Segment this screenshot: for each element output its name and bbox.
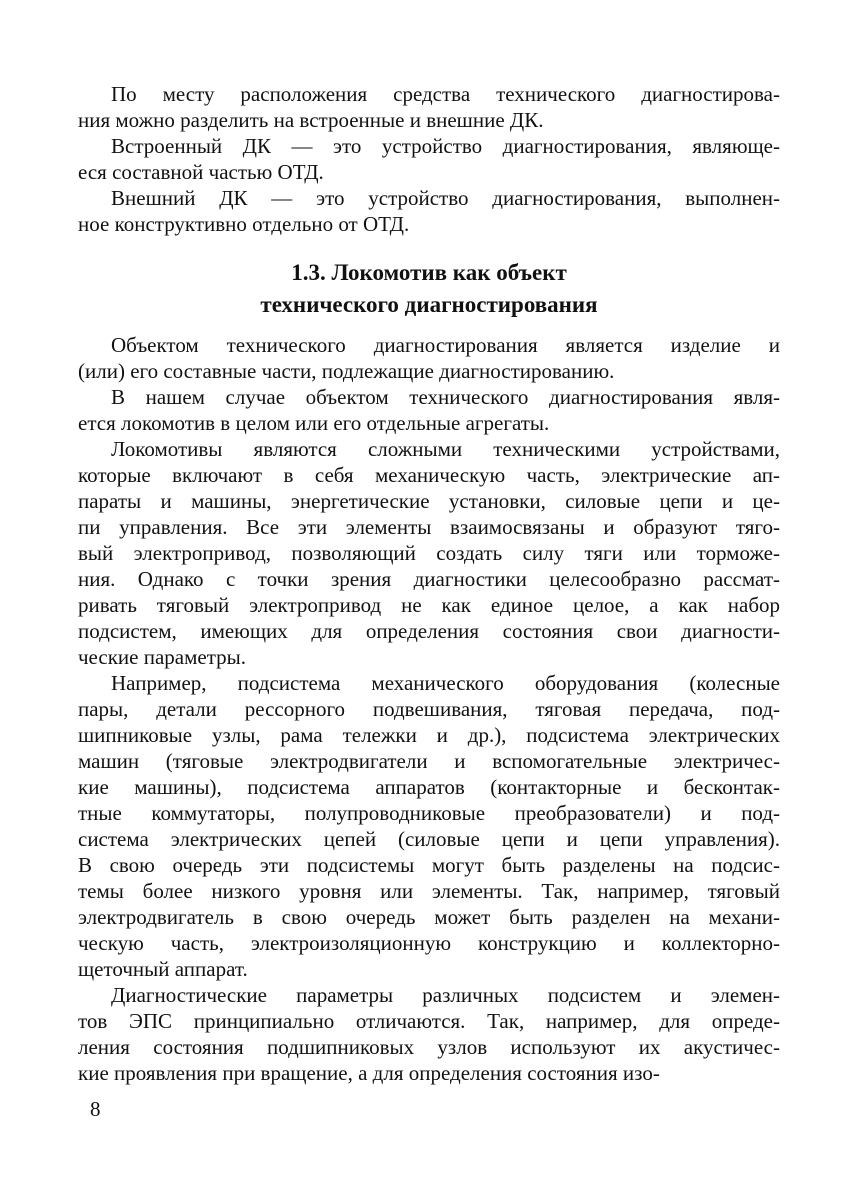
text-line: Внешний ДК — это устройство диагностирования, выполнен- <box>111 186 780 210</box>
text-line: вый электропривод, позволяющий создать силу тяги или торможе- <box>78 541 780 565</box>
paragraph <box>78 670 780 982</box>
text-line: ческую часть, электроизоляционную конструкцию и коллекторно- <box>78 931 780 955</box>
text-line: Локомотивы являются сложными техническими устройствами, <box>111 437 780 461</box>
text-line: параты и машины, энергетические установки, силовые цепи и це- <box>78 489 780 513</box>
text-line: машин (тяговые электродвигатели и вспомогательные электричес- <box>78 749 780 773</box>
text-line: По месту расположения средства технического диагностирова- <box>111 82 780 106</box>
text-line: подсистем, имеющих для определения состояния свои диагности- <box>78 619 780 643</box>
paragraph <box>78 185 780 237</box>
text-line: шипниковые узлы, рама тележки и др.), подсистема электрических <box>78 723 780 747</box>
text-line: Диагностические параметры различных подсистем и элемен- <box>111 983 780 1007</box>
text-line: (или) его составные части, подлежащие диагностированию. <box>78 359 615 383</box>
text-line: В нашем случае объектом технического диагностирования явля- <box>111 385 780 409</box>
text-line: ется локомотив в целом или его отдельные агрегаты. <box>78 411 550 435</box>
paragraph <box>78 332 780 384</box>
text-line: Встроенный ДК — это устройство диагностирования, являюще- <box>111 134 780 158</box>
text-line: которые включают в себя механическую часть, электрические ап- <box>78 463 780 487</box>
text-line: кие машины), подсистема аппаратов (контакторные и бесконтак- <box>78 775 780 799</box>
paragraph <box>78 133 780 185</box>
page-number: 8 <box>90 1097 101 1121</box>
section-heading <box>78 257 780 321</box>
text-block <box>78 81 780 1122</box>
text-line: пары, детали рессорного подвешивания, тяговая передача, под- <box>78 697 780 721</box>
text-line: В свою очередь эти подсистемы могут быть разделены на подсис- <box>78 853 780 877</box>
paragraph <box>78 436 780 670</box>
text-line: еся составной частью ОТД. <box>78 160 324 184</box>
text-line: тные коммутаторы, полупроводниковые преобразователи) и под- <box>78 801 780 825</box>
text-line: ческие параметры. <box>78 645 247 669</box>
text-line: ное конструктивно отдельно от ОТД. <box>78 212 410 236</box>
paragraph <box>78 81 780 133</box>
paragraph <box>78 384 780 436</box>
section-heading-line2: технического диагностирования <box>260 292 598 317</box>
text-line: ривать тяговый электропривод не как единое целое, а как набор <box>78 593 780 617</box>
text-line: пи управления. Все эти элементы взаимосвязаны и образуют тяго- <box>78 515 780 539</box>
section-heading-line1: 1.3. Локомотив как объект <box>291 260 567 285</box>
text-line: электродвигатель в свою очередь может быть разделен на механи- <box>78 905 780 929</box>
text-line: щеточный аппарат. <box>78 957 248 981</box>
text-line: темы более низкого уровня или элементы. Так, например, тяговый <box>78 879 780 903</box>
paragraph <box>78 982 780 1086</box>
text-line: Объектом технического диагностирования является изделие и <box>111 333 780 357</box>
text-line: кие проявления при вращение, а для определения состояния изо- <box>78 1061 660 1085</box>
text-line: Например, подсистема механического оборудования (колесные <box>111 671 780 695</box>
text-line: система электрических цепей (силовые цепи и цепи управления). <box>78 827 780 851</box>
text-line: ления состояния подшипниковых узлов используют их акустичес- <box>78 1035 780 1059</box>
text-line: ния можно разделить на встроенные и внешние ДК. <box>78 108 544 132</box>
text-line: тов ЭПС принципиально отличаются. Так, например, для опреде- <box>78 1009 780 1033</box>
text-line: ния. Однако с точки зрения диагностики целесообразно рассмат- <box>78 567 780 591</box>
